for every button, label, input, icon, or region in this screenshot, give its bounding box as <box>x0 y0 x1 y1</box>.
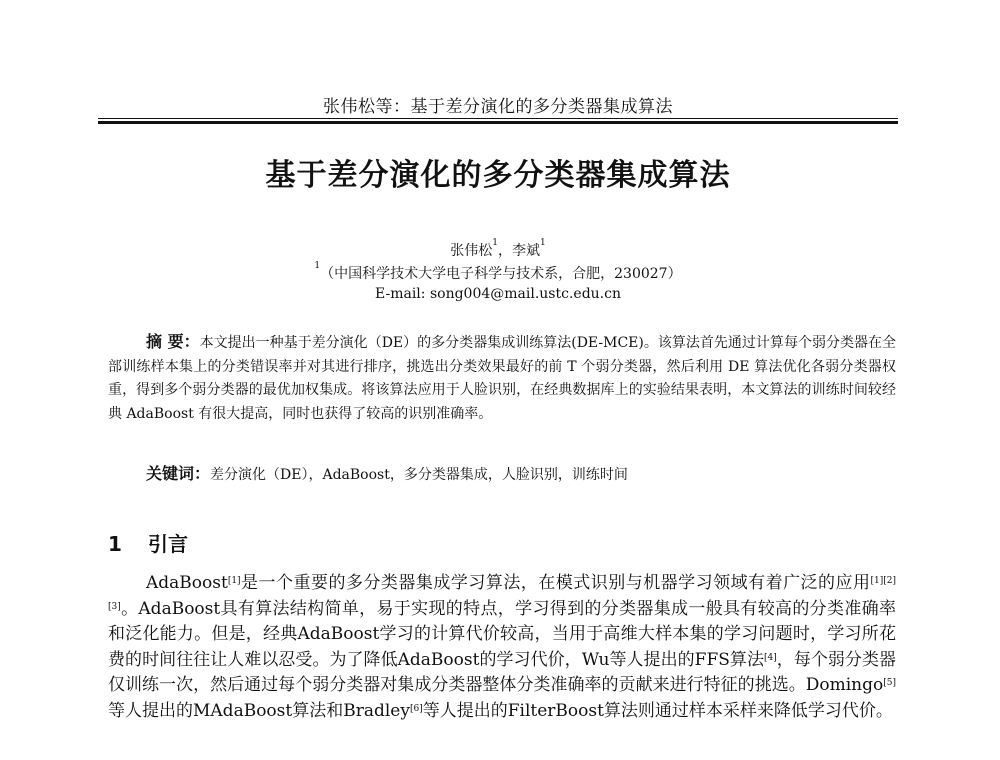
running-header: 张伟松等：基于差分演化的多分类器集成算法 <box>323 97 673 117</box>
citation-ref: [1][2][3] <box>108 576 896 612</box>
affiliation-mark: 1 <box>540 238 546 248</box>
section-heading <box>108 528 188 557</box>
affiliation-mark: 1 <box>314 261 321 271</box>
abstract-block <box>108 330 896 426</box>
body-text-segment: 等人提出的MAdaBoost算法和Bradley <box>108 700 410 721</box>
citation-ref: [1] <box>227 576 241 586</box>
author-separator: ， <box>498 243 512 259</box>
affiliation-mark: 1 <box>492 238 498 248</box>
body-text-segment: 。AdaBoost具有算法结构简单，易于实现的特点，学习得到的分类器集成一般具有较高的分类准确率和泛化能力。但是，经典AdaBoost学习的计算代价较高，当用于高维大样本集的学习问题时，学习所花费的时间往往让人难以忍受。为了降低AdaBoost的学习代价，Wu等人提出的FFS算法 <box>108 598 896 670</box>
header-rule-thick <box>98 121 898 124</box>
header-rule-thin <box>98 118 898 119</box>
citation-ref: [4] <box>764 652 777 663</box>
body-text-segment: AdaBoost <box>146 573 228 593</box>
author-name: 张伟松 <box>450 243 493 259</box>
section-number: 1 <box>108 532 122 556</box>
abstract-text: 本文提出一种基于差分演化（DE）的多分类器集成训练算法(DE-MCE)。该算法首先通过计算每个弱分类器在全部训练样本集上的分类错误率并对其进行排序，挑选出分类效果最好的前 T 个弱分类器，然后利用 DE 算法优化各弱分类器权重，得到多个弱分类器的最优加权集成。将该算法应用于人脸识别，在经典数据库上的实验结果表明，本文算法的训练时间较经典 AdaBoost 有很大提高，同时也获得了较高的识别准确率。 <box>108 335 896 422</box>
citation-ref: [5] <box>883 678 896 688</box>
body-text-segment: 是一个重要的多分类器集成学习算法，在模式识别与机器学习领域有着广泛的应用 <box>240 573 871 593</box>
body-text-segment: 等人提出的FilterBoost算法则通过样本采样来降低学习代价。 <box>422 700 893 721</box>
email-line: E-mail: song004@mail.ustc.edu.cn <box>375 286 621 302</box>
body-paragraph <box>108 571 896 724</box>
paper-title: 基于差分演化的多分类器集成算法 <box>265 158 731 193</box>
section-title: 引言 <box>148 532 188 556</box>
author-name: 李斌 <box>512 243 540 259</box>
author-line <box>98 240 898 260</box>
affiliation-text: （中国科学技术大学电子科学与技术系，合肥，230027） <box>320 266 682 282</box>
keywords-line <box>146 461 896 484</box>
keywords-label: 关键词： <box>146 464 211 483</box>
abstract-label: 摘 要： <box>146 332 200 351</box>
body-text-segment: ，每个弱分类器仅训练一次，然后通过每个弱分类器对集成分类器整体分类准确率的贡献来进行特征的挑选。Domingo <box>108 649 897 695</box>
citation-ref: [6] <box>409 703 423 714</box>
affiliation-line <box>98 263 898 283</box>
keywords-text: 差分演化（DE），AdaBoost，多分类器集成，人脸识别，训练时间 <box>210 467 628 483</box>
